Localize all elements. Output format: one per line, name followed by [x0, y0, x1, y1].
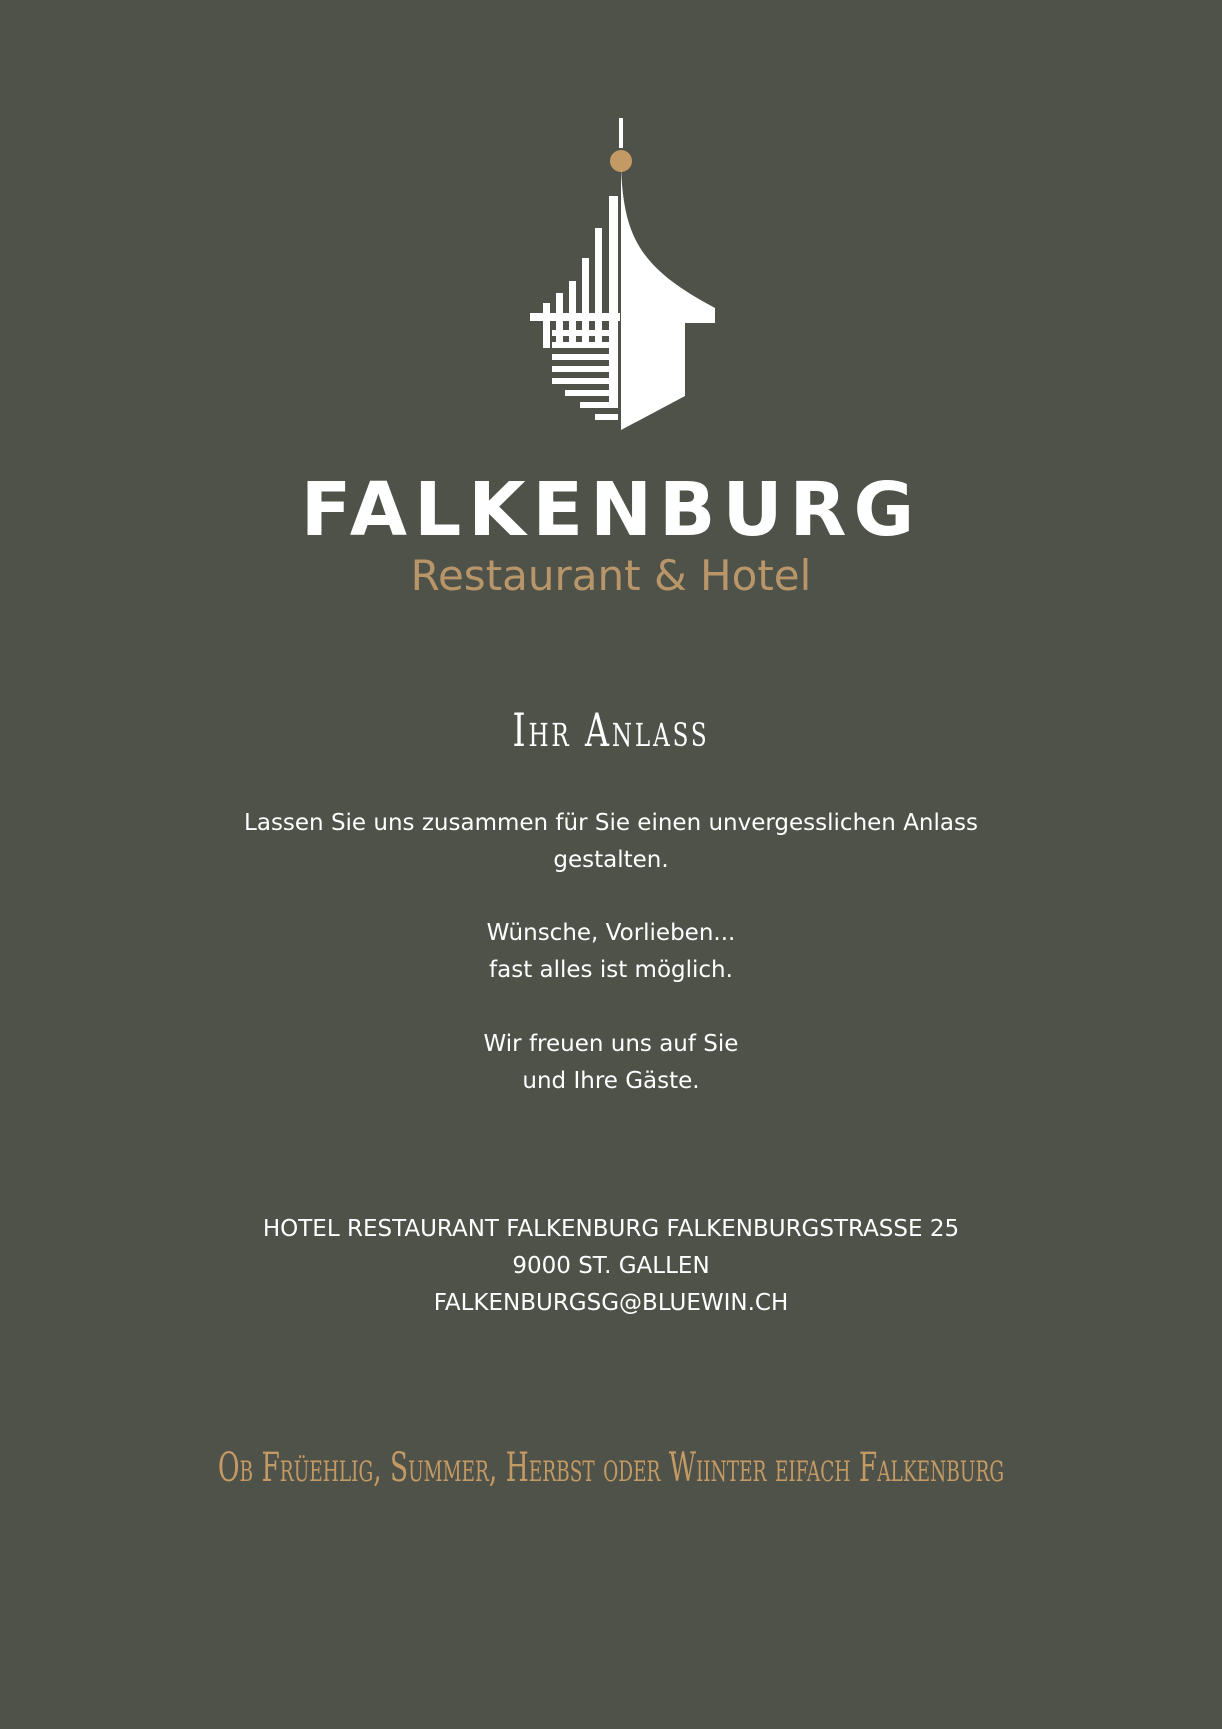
- wishes-line-2: fast alles ist möglich.: [489, 957, 733, 983]
- brand-name: FALKENBURG: [300, 467, 922, 553]
- wishes-paragraph: [200, 915, 1022, 989]
- email-link[interactable]: FALKENBURGSG@BLUEWIN.CH: [433, 1290, 789, 1316]
- closing-line-2: und Ihre Gäste.: [522, 1068, 700, 1094]
- address-block: [200, 1211, 1022, 1322]
- intro-line-2: gestalten.: [553, 847, 669, 873]
- section-title: Ihr Anlass: [512, 703, 710, 757]
- address-line-2: 9000 ST. GALLEN: [512, 1253, 710, 1279]
- tower-icon: [520, 118, 720, 433]
- slogan: Ob Früehlig, Summer, Herbst oder Wiinter eifach Falkenburg: [217, 1445, 1005, 1491]
- brand-subtitle: Restaurant & Hotel: [410, 551, 812, 600]
- closing-paragraph: [200, 1026, 1022, 1100]
- intro-paragraph: [200, 805, 1022, 879]
- address-line-1: HOTEL RESTAURANT FALKENBURG FALKENBURGSTRASSE 25: [262, 1216, 960, 1242]
- closing-line-1: Wir freuen uns auf Sie: [483, 1031, 739, 1057]
- wishes-line-1: Wünsche, Vorlieben...: [486, 920, 736, 946]
- intro-line-1: Lassen Sie uns zusammen für Sie einen unvergesslichen Anlass: [244, 810, 978, 836]
